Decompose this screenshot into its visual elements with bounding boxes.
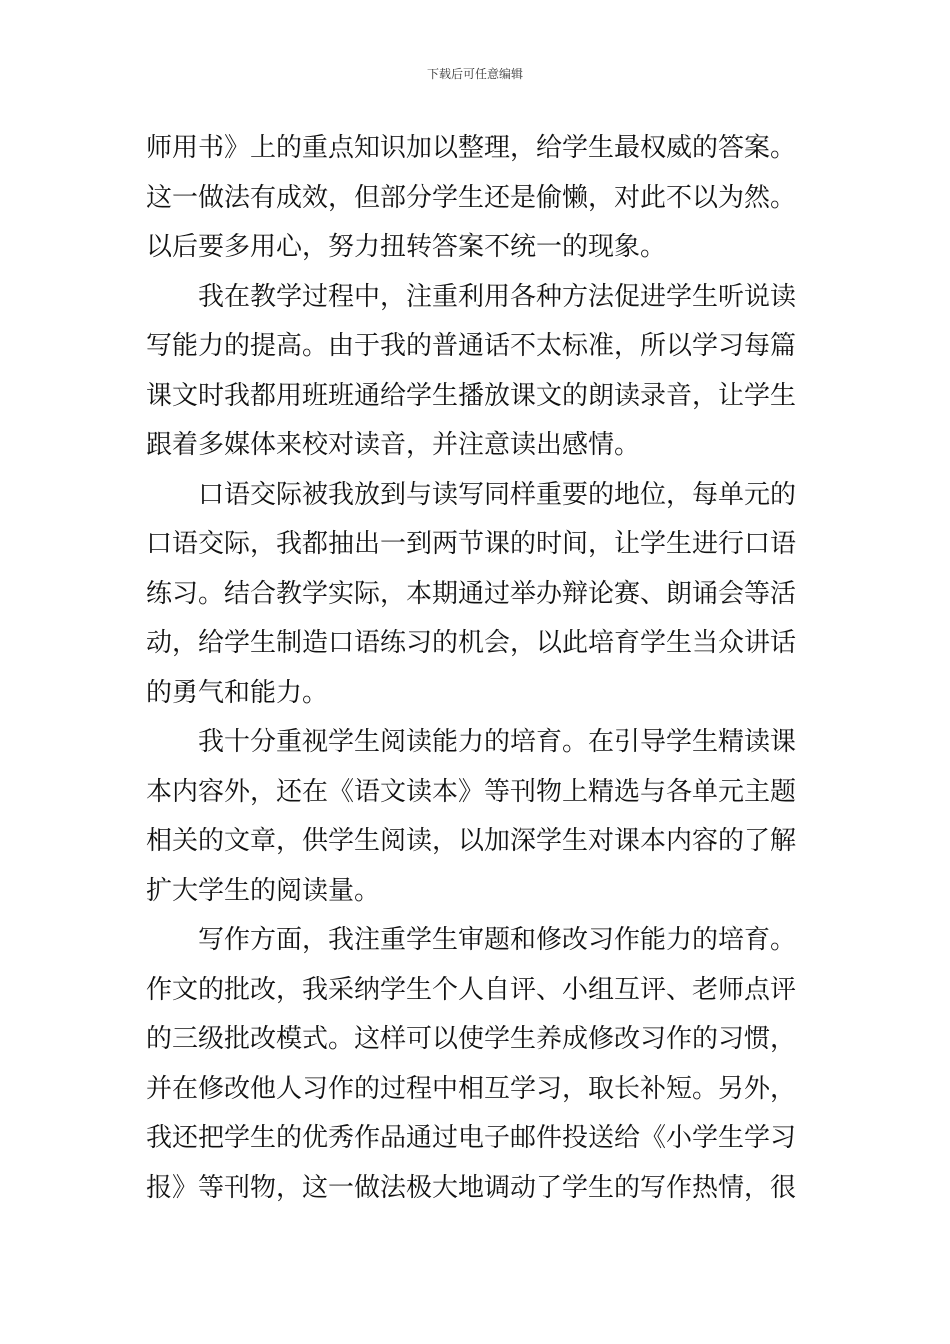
text-line: 以后要多用心，努力扭转答案不统一的现象。 [146, 232, 667, 262]
text-line: 作文的批改，我采纳学生个人自评、小组互评、老师点评 [146, 974, 797, 1005]
text-line: 扩大学生的阅读量。 [146, 875, 381, 906]
text-line: 师用书》上的重点知识加以整理，给学生最权威的答案。 [146, 133, 797, 163]
text-line: 的勇气和能力。 [146, 677, 329, 708]
text-line: 口语交际被我放到与读写同样重要的地位，每单元的 [198, 479, 797, 510]
text-line: 跟着多媒体来校对读音，并注意读出感情。 [146, 430, 641, 460]
text-line: 写作方面，我注重学生审题和修改习作能力的培育。 [198, 925, 797, 955]
text-line: 这一做法有成效，但部分学生还是偷懒，对此不以为然。 [146, 182, 797, 213]
text-line: 并在修改他人习作的过程中相互学习，取长补短。另外， [146, 1073, 797, 1104]
text-line: 口语交际，我都抽出一到两节课的时间，让学生进行口语 [146, 529, 797, 559]
text-line: 相关的文章，供学生阅读，以加深学生对课本内容的了解 [146, 826, 797, 856]
text-line: 写能力的提高。由于我的普通话不太标准，所以学习每篇 [146, 331, 797, 361]
text-line: 我十分重视学生阅读能力的培育。在引导学生精读课 [198, 727, 797, 757]
text-line: 报》等刊物，这一做法极大地调动了学生的写作热情，很 [146, 1172, 797, 1203]
text-line: 课文时我都用班班通给学生播放课文的朗读录音，让学生 [146, 380, 797, 411]
text-line: 本内容外，还在《语文读本》等刊物上精选与各单元主题 [146, 776, 797, 807]
text-line: 练习。结合教学实际，本期通过举办辩论赛、朗诵会等活 [146, 578, 797, 609]
text-line: 我还把学生的优秀作品通过电子邮件投送给《小学生学习 [146, 1123, 797, 1153]
text-line: 的三级批改模式。这样可以使学生养成修改习作的习惯， [146, 1024, 797, 1054]
document-body [146, 124, 808, 1213]
text-line: 我在教学过程中，注重利用各种方法促进学生听说读 [198, 281, 797, 312]
text-line: 动，给学生制造口语练习的机会，以此培育学生当众讲话 [146, 628, 797, 658]
page-header: 下载后可任意编辑 [426, 67, 523, 81]
